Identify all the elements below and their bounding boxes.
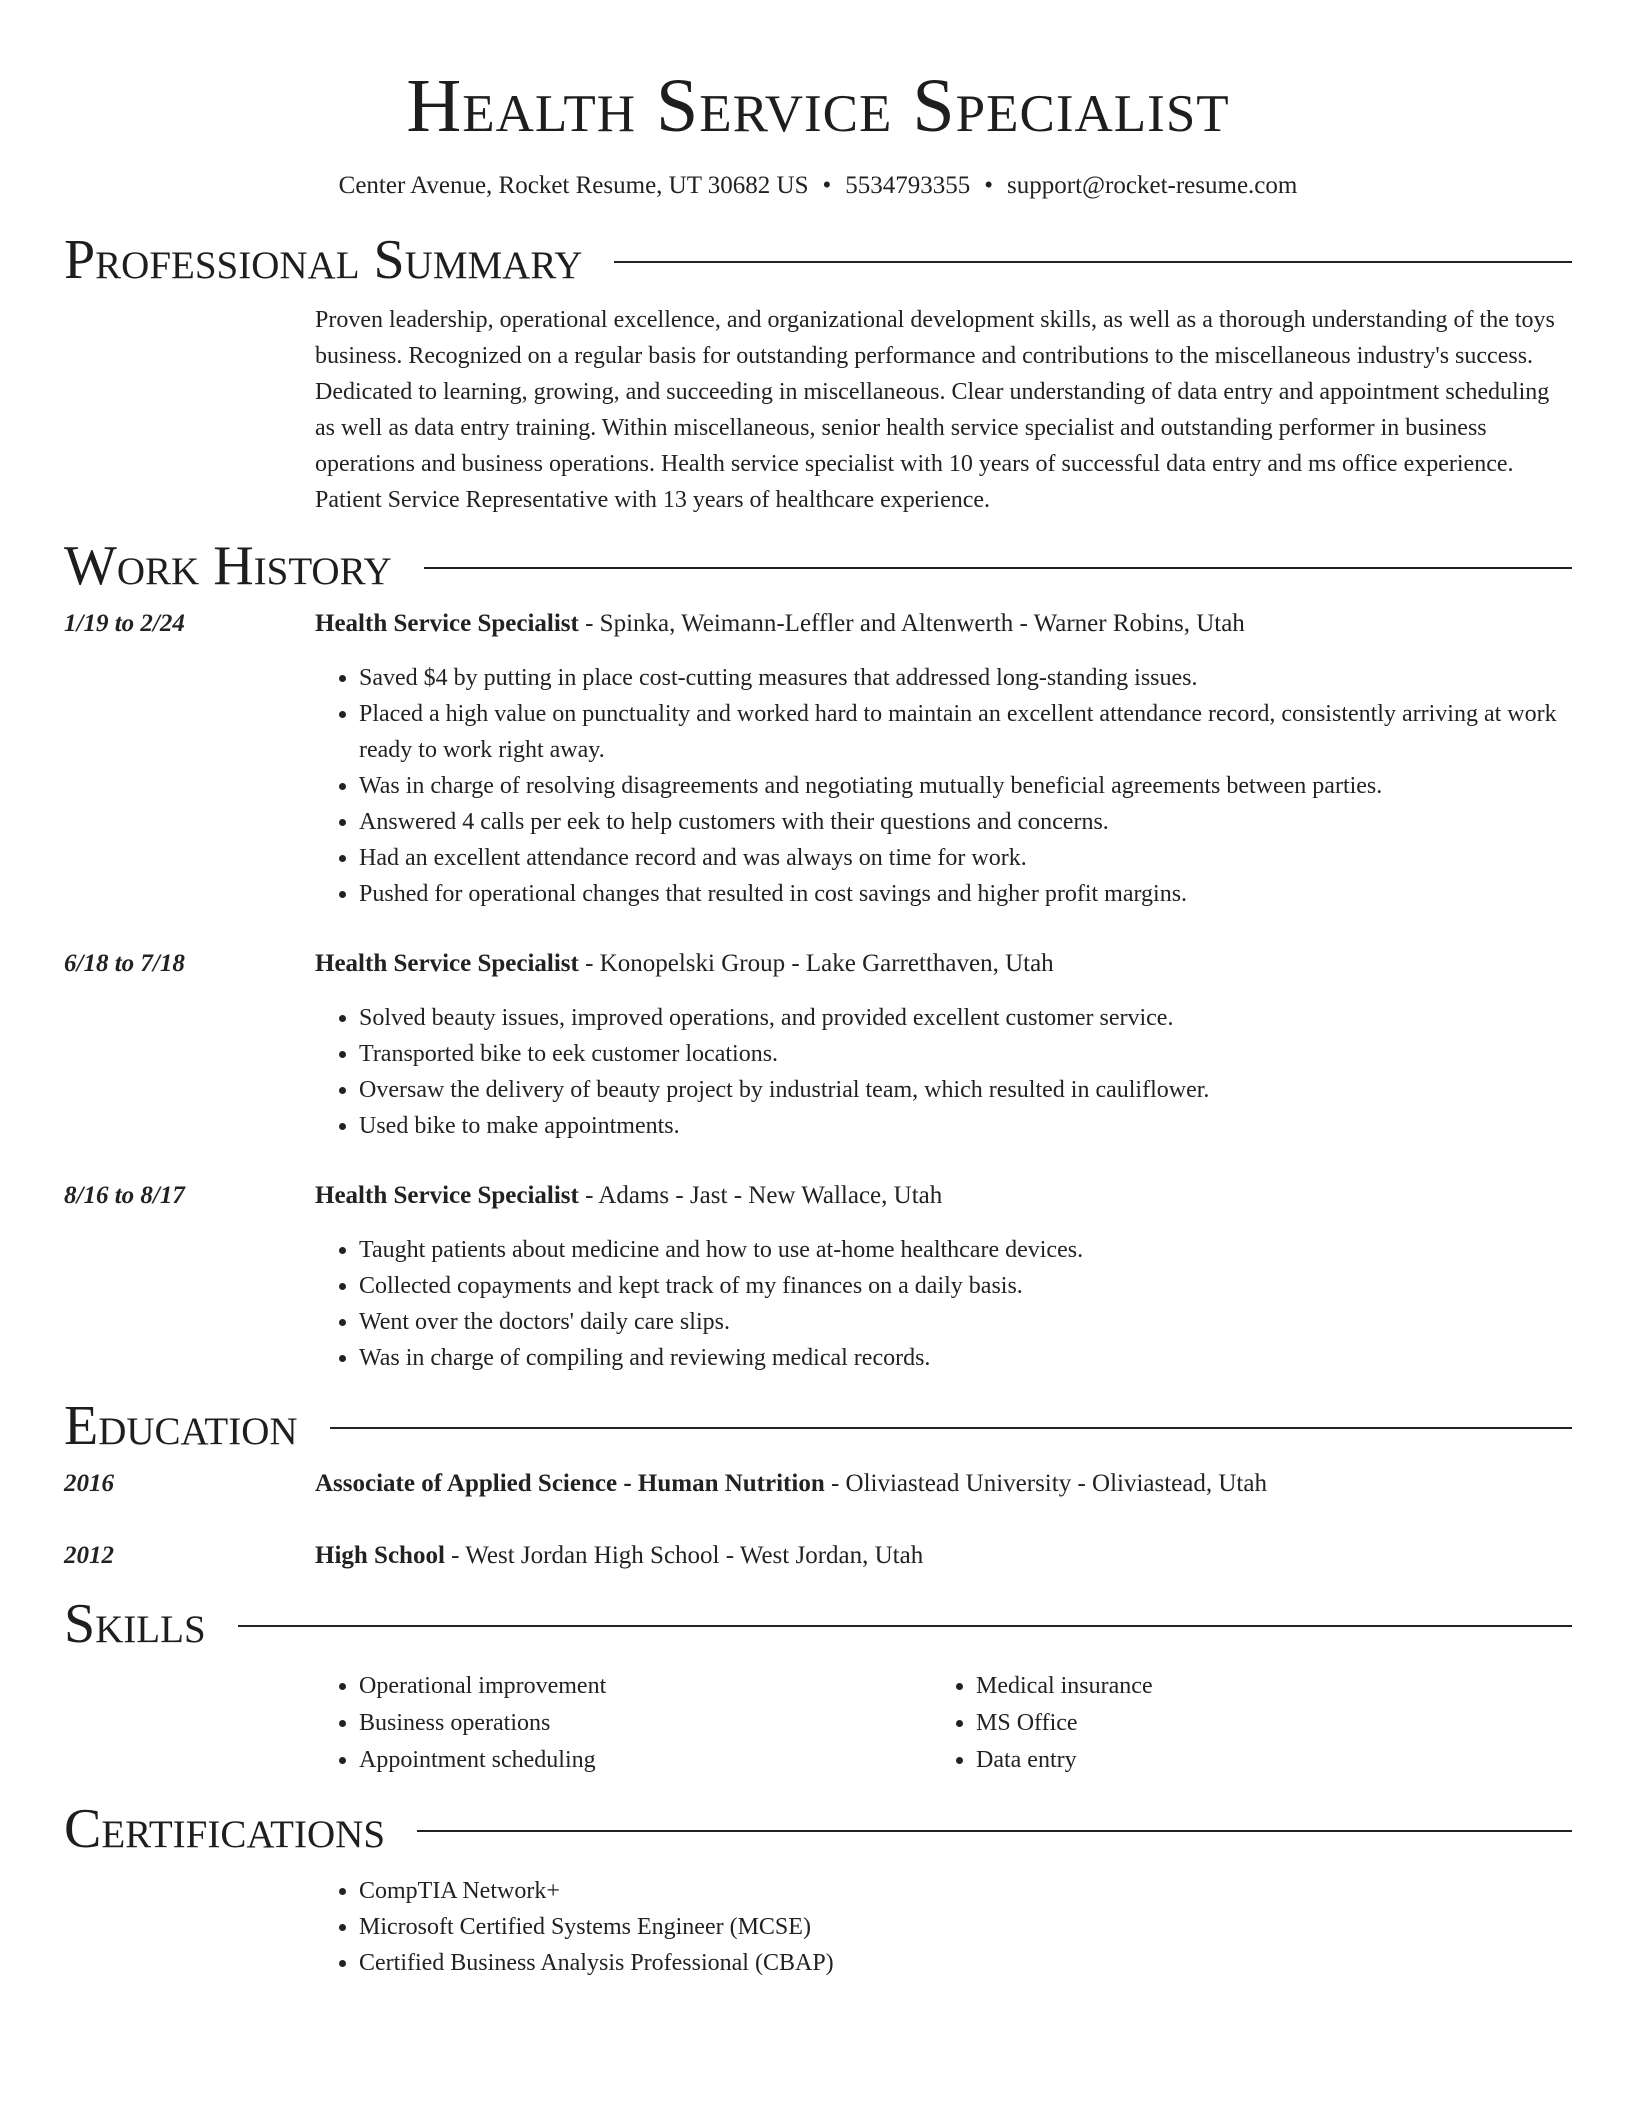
education-details: - West Jordan High School - West Jordan, Utah <box>444 1542 924 1569</box>
skills-list <box>315 1668 1572 1779</box>
job-bullet: • Had an excellent attendance record and was always on time for work. <box>359 840 1572 876</box>
certifications-list <box>315 1873 1572 1981</box>
summary-text: Proven leadership, operational excellence, and organizational development skills, as well as a thorough understanding of the toys business. Recognized on a regular basis for outstanding performance and contributions to the miscellaneous industry's success. Dedicated to learning, growing, and succeeding in miscellaneous. Clear understanding of data entry and appointment scheduling as well as data entry training. Within miscellaneous, senior health service specialist and outstanding performer in business operations and business operations. Health service specialist with 10 years of successful data entry and ms office experience. Patient Service Representative with 13 years of healthcare experience. <box>315 307 1555 513</box>
job-dates: 1/19 to 2/24 <box>64 610 185 637</box>
job-bullet: • Pushed for operational changes that resulted in cost savings and higher profit margins. <box>359 876 1572 912</box>
education-content <box>315 1466 1572 1502</box>
job-details: - Konopelski Group - Lake Garretthaven, Utah <box>578 950 1054 977</box>
education-year: 2016 <box>64 1470 114 1497</box>
section-divider <box>417 1830 1572 1832</box>
education-degree: Associate of Applied Science - Human Nutrition <box>315 1470 825 1497</box>
job-content <box>315 606 1572 912</box>
contact-phone: 5534793355 <box>845 172 971 199</box>
education-degree: High School <box>315 1542 445 1569</box>
job-details: - Spinka, Weimann-Leffler and Altenwerth - Warner Robins, Utah <box>578 610 1245 637</box>
job-bullet: • Oversaw the delivery of beauty project by industrial team, which resulted in cauliflower. <box>359 1072 1572 1108</box>
skill-item: • MS Office <box>976 1705 1549 1742</box>
education-entry <box>64 1538 1572 1574</box>
job-role: Health Service Specialist <box>315 610 579 637</box>
education-year: 2012 <box>64 1542 114 1569</box>
contact-separator: • <box>822 172 832 199</box>
education-section-header <box>64 1395 1572 1457</box>
work-section-title: Work History <box>64 535 392 597</box>
job-bullets <box>315 1000 1572 1144</box>
skills-column-left <box>315 1668 932 1779</box>
section-divider <box>424 567 1572 569</box>
job-role: Health Service Specialist <box>315 1182 579 1209</box>
education-details: - Oliviastead University - Oliviastead, Utah <box>824 1470 1267 1497</box>
job-bullet: • Saved $4 by putting in place cost-cutting measures that addressed long-standing issues. <box>359 660 1572 696</box>
certification-item: • CompTIA Network+ <box>359 1873 1572 1909</box>
job-role: Health Service Specialist <box>315 950 579 977</box>
contact-email[interactable]: support@rocket-resume.com <box>1007 172 1298 199</box>
section-divider <box>330 1427 1572 1429</box>
job-dates: 6/18 to 7/18 <box>64 950 185 977</box>
education-section-title: Education <box>64 1395 298 1457</box>
section-divider <box>614 261 1572 263</box>
skills-section-title: Skills <box>64 1593 206 1655</box>
job-details: - Adams - Jast - New Wallace, Utah <box>578 1182 943 1209</box>
job-bullets <box>315 1232 1572 1376</box>
education-content <box>315 1538 1572 1574</box>
job-header <box>315 606 1572 642</box>
job-bullet: • Was in charge of compiling and reviewing medical records. <box>359 1340 1572 1376</box>
contact-line <box>64 170 1572 202</box>
skill-item: • Medical insurance <box>976 1668 1549 1705</box>
job-bullet: • Answered 4 calls per eek to help customers with their questions and concerns. <box>359 804 1572 840</box>
certifications-section-header <box>64 1798 1572 1860</box>
job-bullet: • Collected copayments and kept track of my finances on a daily basis. <box>359 1268 1572 1304</box>
job-bullet: • Solved beauty issues, improved operations, and provided excellent customer service. <box>359 1000 1572 1036</box>
resume-page <box>64 0 1572 1981</box>
job-bullet: • Transported bike to eek customer locations. <box>359 1036 1572 1072</box>
education-header <box>315 1538 1572 1574</box>
certification-item: • Certified Business Analysis Professional (CBAP) <box>359 1945 1572 1981</box>
job-header <box>315 946 1572 982</box>
skill-item: • Operational improvement <box>359 1668 932 1705</box>
contact-address: Center Avenue, Rocket Resume, UT 30682 US <box>338 172 809 199</box>
job-dates: 8/16 to 8/17 <box>64 1182 185 1209</box>
education-header <box>315 1466 1572 1502</box>
job-bullet: • Went over the doctors' daily care slips. <box>359 1304 1572 1340</box>
job-content <box>315 946 1572 1144</box>
job-bullet: • Used bike to make appointments. <box>359 1108 1572 1144</box>
skills-column-right <box>932 1668 1549 1779</box>
job-content <box>315 1178 1572 1376</box>
job-bullet: • Taught patients about medicine and how to use at-home healthcare devices. <box>359 1232 1572 1268</box>
skill-item: • Data entry <box>976 1742 1549 1779</box>
education-entry <box>64 1466 1572 1502</box>
job-entry <box>64 1178 1572 1376</box>
job-bullet: • Was in charge of resolving disagreements and negotiating mutually beneficial agreements between parties. <box>359 768 1572 804</box>
job-bullets <box>315 660 1572 912</box>
work-section-header <box>64 535 1572 597</box>
skill-item: • Appointment scheduling <box>359 1742 932 1779</box>
skills-section-header <box>64 1593 1572 1655</box>
job-entry <box>64 946 1572 1144</box>
skill-item: • Business operations <box>359 1705 932 1742</box>
certification-item: • Microsoft Certified Systems Engineer (MCSE) <box>359 1909 1572 1945</box>
job-entry <box>64 606 1572 912</box>
summary-section-title: Professional Summary <box>64 229 583 291</box>
resume-name: Health Service Specialist <box>406 64 1230 148</box>
certifications-items <box>315 1873 1572 1981</box>
section-divider <box>238 1625 1572 1627</box>
contact-separator: • <box>984 172 994 199</box>
job-bullet: • Placed a high value on punctuality and worked hard to maintain an excellent attendance record, consistently arriving at work ready to work right away. <box>359 696 1572 768</box>
summary-section-header <box>64 229 1572 291</box>
job-header <box>315 1178 1572 1214</box>
certifications-section-title: Certifications <box>64 1798 386 1860</box>
